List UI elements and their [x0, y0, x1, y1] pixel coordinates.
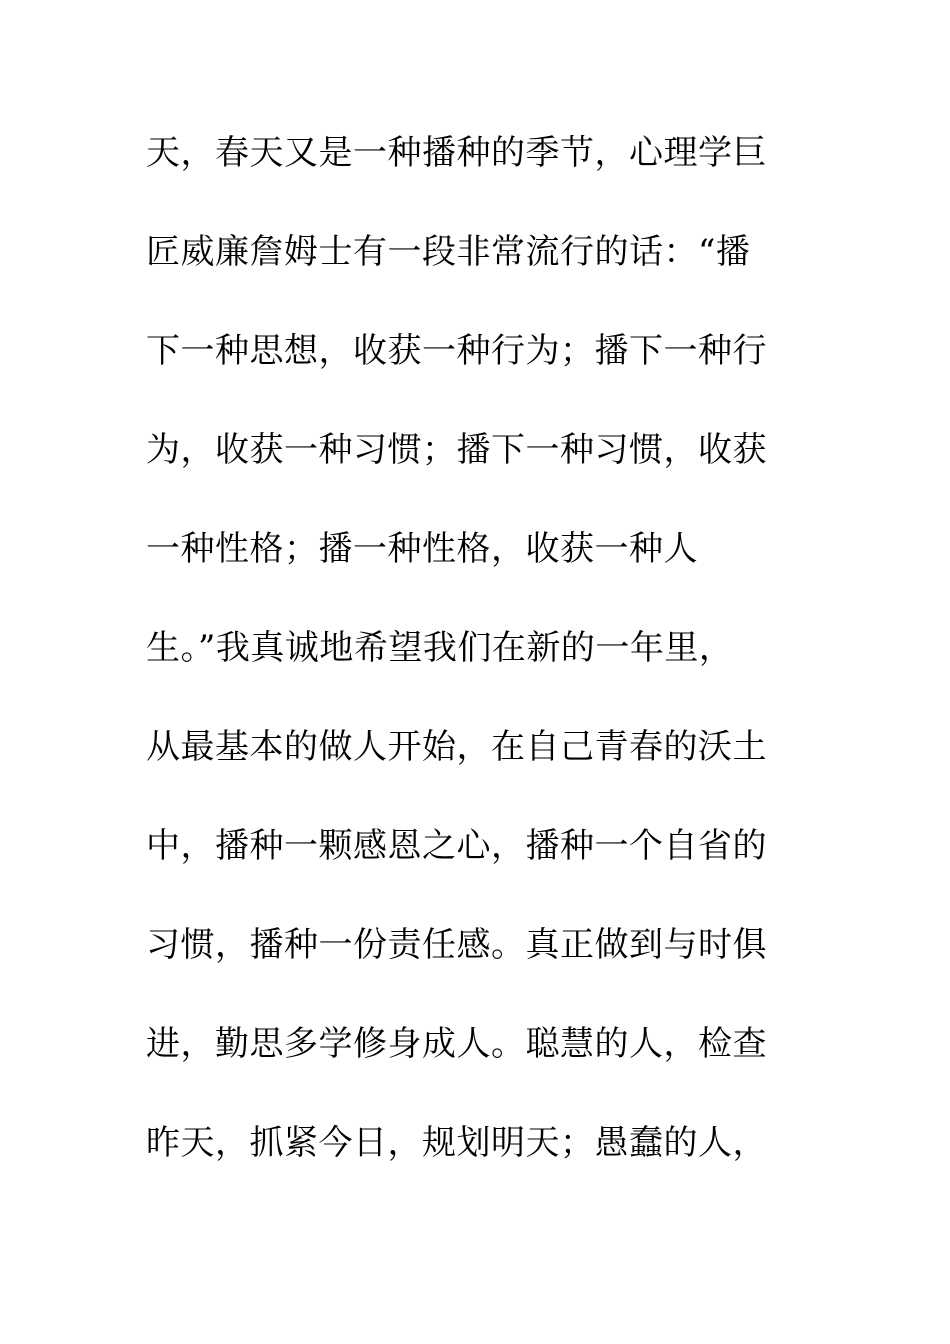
body-text [146, 123, 796, 1212]
text-line-8: 中，播种一颗感恩之心，播种一个自省的 [146, 826, 767, 866]
text-line-7: 从最基本的做人开始，在自己青春的沃土 [146, 727, 767, 767]
text-line-5: 一种性格；播一种性格，收获一种人 [146, 529, 698, 569]
text-line-9: 习惯，播种一份责任感。真正做到与时俱 [146, 925, 767, 965]
text-line-2: 匠威廉詹姆士有一段非常流行的话：“播 [146, 232, 751, 272]
text-line-10: 进，勤思多学修身成人。聪慧的人，检查 [146, 1024, 767, 1064]
text-line-6: 生。”我真诚地希望我们在新的一年里， [146, 628, 734, 668]
text-line-3: 下一种思想，收获一种行为；播下一种行 [146, 331, 767, 371]
text-line-1: 天，春天又是一种播种的季节，心理学巨 [146, 133, 767, 173]
text-line-11: 昨天，抓紧今日，规划明天；愚蠢的人， [146, 1123, 767, 1163]
text-line-4: 为，收获一种习惯；播下一种习惯，收获 [146, 430, 767, 470]
